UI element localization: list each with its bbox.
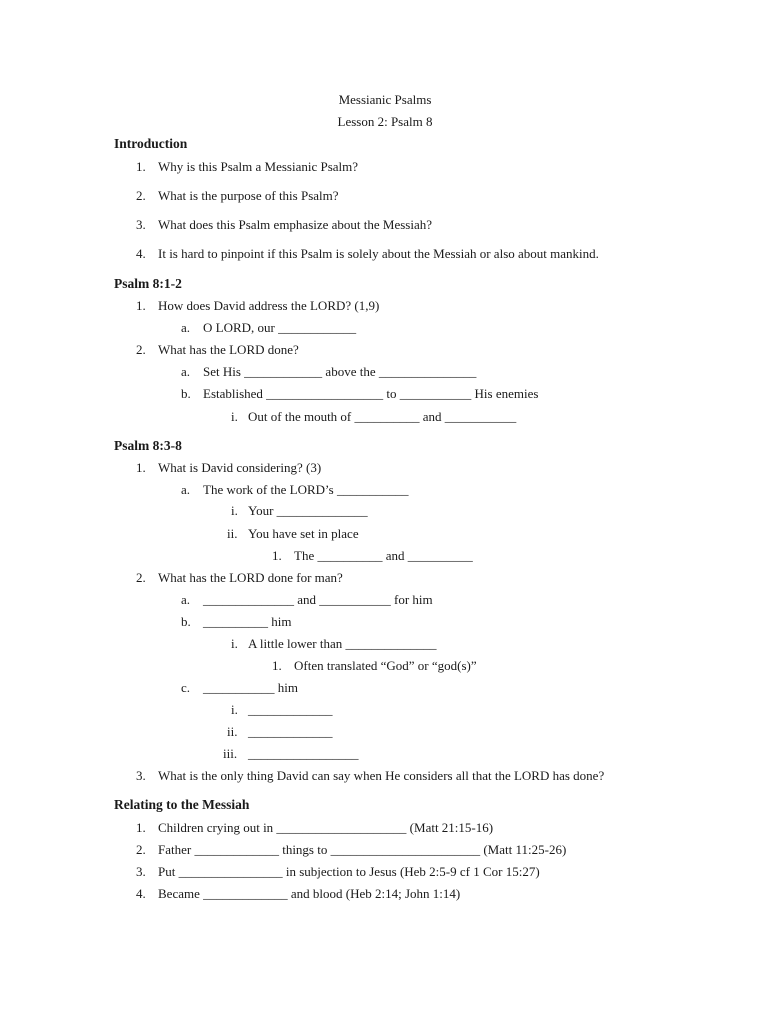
list-marker: 2. xyxy=(136,842,146,857)
list-item: O LORD, our ____________ xyxy=(203,320,357,335)
section-heading-introduction: Introduction xyxy=(114,136,188,151)
list-item: What is the purpose of this Psalm? xyxy=(158,188,339,203)
list-item: Often translated “God” or “god(s)” xyxy=(294,658,477,673)
list-marker: 3. xyxy=(136,217,146,232)
list-item: A little lower than ______________ xyxy=(248,636,437,651)
list-item: What has the LORD done? xyxy=(158,342,299,357)
list-item: What is David considering? (3) xyxy=(158,460,322,475)
list-marker: ii. xyxy=(227,724,238,739)
list-marker: i. xyxy=(231,636,238,651)
section-heading-psalm-8-3-8: Psalm 8:3-8 xyxy=(114,438,182,453)
list-marker: 1. xyxy=(136,159,146,174)
list-marker: 4. xyxy=(136,886,146,901)
list-item: It is hard to pinpoint if this Psalm is solely about the Messiah or also about mankind. xyxy=(158,246,599,261)
list-marker: 1. xyxy=(272,548,282,563)
list-item: _____________ xyxy=(248,724,333,739)
section-heading-psalm-8-1-2: Psalm 8:1-2 xyxy=(114,276,182,291)
list-item: Established __________________ to ___________ His enemies xyxy=(203,386,539,401)
list-marker: 1. xyxy=(136,460,146,475)
list-marker: 4. xyxy=(136,246,146,261)
list-marker: c. xyxy=(181,680,191,695)
list-marker: 1. xyxy=(272,658,282,673)
list-item: The __________ and __________ xyxy=(294,548,473,563)
list-marker: i. xyxy=(231,409,238,424)
list-item: You have set in place xyxy=(248,526,359,541)
list-marker: a. xyxy=(181,364,191,379)
list-marker: iii. xyxy=(223,746,238,761)
list-item: __________ him xyxy=(203,614,292,629)
list-item: What does this Psalm emphasize about the Messiah? xyxy=(158,217,433,232)
lesson-subtitle: Lesson 2: Psalm 8 xyxy=(337,114,433,129)
list-marker: 1. xyxy=(136,820,146,835)
list-item: ______________ and ___________ for him xyxy=(203,592,433,607)
list-item: Children crying out in ____________________ (Matt 21:15-16) xyxy=(158,820,494,835)
list-item: What has the LORD done for man? xyxy=(158,570,343,585)
list-marker: i. xyxy=(231,503,238,518)
list-marker: i. xyxy=(231,702,238,717)
list-marker: a. xyxy=(181,592,191,607)
list-marker: b. xyxy=(181,614,191,629)
list-marker: 3. xyxy=(136,864,146,879)
list-marker: 2. xyxy=(136,570,146,585)
section-heading-relating-to-the-messiah: Relating to the Messiah xyxy=(114,797,250,812)
list-marker: a. xyxy=(181,320,191,335)
list-item: _________________ xyxy=(248,746,359,761)
list-item: ___________ him xyxy=(203,680,298,695)
list-item: Set His ____________ above the _______________ xyxy=(203,364,477,379)
list-item: Out of the mouth of __________ and ___________ xyxy=(248,409,517,424)
list-marker: 1. xyxy=(136,298,146,313)
list-marker: 2. xyxy=(136,342,146,357)
list-item: The work of the LORD’s ___________ xyxy=(203,482,409,497)
document-title: Messianic Psalms xyxy=(338,92,432,107)
list-item: Why is this Psalm a Messianic Psalm? xyxy=(158,159,359,174)
list-item: What is the only thing David can say when He considers all that the LORD has done? xyxy=(158,768,605,783)
list-marker: b. xyxy=(181,386,191,401)
list-item: How does David address the LORD? (1,9) xyxy=(158,298,380,313)
list-marker: ii. xyxy=(227,526,238,541)
list-marker: 2. xyxy=(136,188,146,203)
list-marker: a. xyxy=(181,482,191,497)
list-item: Father _____________ things to _______________________ (Matt 11:25-26) xyxy=(158,842,567,857)
list-marker: 3. xyxy=(136,768,146,783)
list-item: Became _____________ and blood (Heb 2:14; John 1:14) xyxy=(158,886,461,901)
list-item: Put ________________ in subjection to Jesus (Heb 2:5-9 cf 1 Cor 15:27) xyxy=(158,864,540,879)
list-item: _____________ xyxy=(248,702,333,717)
list-item: Your ______________ xyxy=(248,503,368,518)
